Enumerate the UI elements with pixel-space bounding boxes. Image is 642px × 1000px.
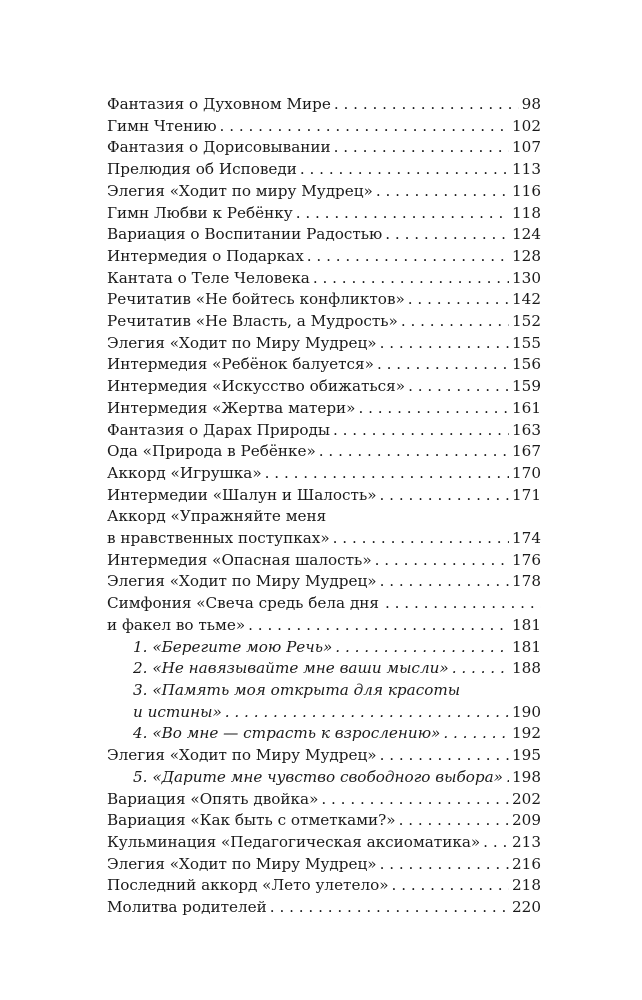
toc-page: 178 xyxy=(512,572,541,591)
toc-title: Интермедии «Шалун и Шалость» xyxy=(107,485,377,504)
toc-entry xyxy=(107,897,541,919)
leader-dots xyxy=(452,658,509,680)
toc-page: 202 xyxy=(512,789,541,808)
leader-dots xyxy=(408,289,509,311)
toc-title-line-1 xyxy=(107,593,541,615)
toc-page: 155 xyxy=(512,333,541,352)
leader-dots xyxy=(376,181,509,203)
toc-title: Кульминация «Педагогическая аксиоматика» xyxy=(107,832,481,851)
toc-page: 198 xyxy=(512,767,541,786)
leader-dots xyxy=(380,745,509,767)
toc-title: 2. «Не навязывайте мне ваши мысли» xyxy=(133,659,449,678)
toc-page: 167 xyxy=(512,442,541,461)
leader-dots xyxy=(334,94,519,116)
toc-title-line-1: Аккорд «Упражняйте меня xyxy=(107,507,327,526)
leader-dots xyxy=(296,203,509,225)
toc-page: 152 xyxy=(512,312,541,331)
toc-title: Элегия «Ходит по миру Мудрец» xyxy=(107,181,373,200)
toc-entry xyxy=(107,116,541,138)
leader-dots xyxy=(225,702,509,724)
toc-page: 128 xyxy=(512,246,541,265)
leader-dots xyxy=(380,333,509,355)
toc-page: 213 xyxy=(512,832,541,851)
toc-title: Гимн Чтению xyxy=(107,116,217,135)
toc-subentry xyxy=(107,702,541,724)
toc-page: 98 xyxy=(521,95,541,113)
toc-page: 142 xyxy=(512,290,541,309)
toc-entry xyxy=(107,745,541,767)
toc-entry xyxy=(107,854,541,876)
toc-page: 107 xyxy=(512,138,541,157)
toc-page: 118 xyxy=(512,203,541,222)
toc-page: 130 xyxy=(512,268,541,287)
toc-page: 218 xyxy=(512,876,541,895)
leader-dots xyxy=(333,420,509,442)
toc-title: Фантазия о Духовном Мире xyxy=(107,95,331,113)
toc-entry xyxy=(107,789,541,811)
toc-title: Речитатив «Не бойтесь конфликтов» xyxy=(107,290,405,309)
toc-title: 4. «Во мне — страсть к взрослению» xyxy=(133,724,441,743)
toc-page: 171 xyxy=(512,485,541,504)
toc-entry xyxy=(107,420,541,442)
toc-page: 159 xyxy=(512,377,541,396)
leader-dots xyxy=(270,897,509,919)
toc-page: 195 xyxy=(512,746,541,765)
leader-dots xyxy=(385,593,541,615)
toc-entry xyxy=(107,550,541,572)
toc-entry xyxy=(107,398,541,420)
toc-title: Фантазия о Дорисовывании xyxy=(107,138,331,157)
leader-dots xyxy=(399,810,509,832)
toc-entry xyxy=(107,832,541,854)
toc-entry xyxy=(107,571,541,593)
leader-dots xyxy=(385,224,509,246)
toc-title: Элегия «Ходит по Миру Мудрец» xyxy=(107,333,377,352)
toc-title: Ода «Природа в Ребёнке» xyxy=(107,442,316,461)
toc-entry xyxy=(107,528,541,550)
leader-dots xyxy=(375,550,509,572)
leader-dots xyxy=(401,311,509,333)
toc-title-line-2: и истины» xyxy=(133,702,222,721)
leader-dots xyxy=(380,854,509,876)
toc-page: 174 xyxy=(512,529,541,548)
toc-page: 102 xyxy=(512,116,541,135)
toc-entry xyxy=(107,485,541,507)
toc-page: 156 xyxy=(512,355,541,374)
toc-title: Молитва родителей xyxy=(107,898,267,917)
toc-page: 116 xyxy=(512,181,541,200)
toc-title: Элегия «Ходит по Миру Мудрец» xyxy=(107,572,377,591)
toc-page: 176 xyxy=(512,550,541,569)
toc-page: 113 xyxy=(512,160,541,179)
toc-page: 170 xyxy=(512,463,541,482)
toc-title: Симфония «Свеча средь бела дня xyxy=(107,594,379,613)
toc-entry xyxy=(107,289,541,311)
toc-title: Фантазия о Дарах Природы xyxy=(107,420,330,439)
toc-subentry xyxy=(107,637,541,659)
table-of-contents xyxy=(107,94,541,919)
toc-title: Элегия «Ходит по Миру Мудрец» xyxy=(107,746,377,765)
leader-dots xyxy=(313,268,509,290)
toc-page: 209 xyxy=(512,811,541,830)
toc-title: Вариация о Воспитании Радостью xyxy=(107,225,383,244)
toc-page: 181 xyxy=(512,637,541,656)
toc-subentry xyxy=(107,723,541,745)
leader-dots xyxy=(443,723,509,745)
toc-entry xyxy=(107,203,541,225)
toc-title: Речитатив «Не Власть, а Мудрость» xyxy=(107,312,398,331)
toc-title: 1. «Берегите мою Речь» xyxy=(133,637,333,656)
leader-dots xyxy=(483,832,509,854)
toc-title: Прелюдия об Исповеди xyxy=(107,160,297,179)
toc-entry xyxy=(107,463,541,485)
toc-title: Элегия «Ходит по Миру Мудрец» xyxy=(107,854,377,873)
leader-dots xyxy=(307,246,509,268)
toc-title: Последний аккорд «Лето улетело» xyxy=(107,876,389,895)
toc-title: Вариация «Опять двойка» xyxy=(107,789,319,808)
toc-entry xyxy=(107,441,541,463)
leader-dots xyxy=(335,637,509,659)
toc-page: 161 xyxy=(512,398,541,417)
leader-dots xyxy=(377,354,509,376)
toc-title: 5. «Дарите мне чувство свободного выбора» xyxy=(133,767,503,786)
leader-dots xyxy=(321,789,509,811)
toc-entry xyxy=(107,224,541,246)
toc-entry xyxy=(107,333,541,355)
leader-dots xyxy=(358,398,509,420)
toc-title-line-2: в нравственных поступках» xyxy=(107,529,330,548)
toc-entry xyxy=(107,311,541,333)
toc-entry xyxy=(107,875,541,897)
toc-title: Интермедия «Искусство обижаться» xyxy=(107,377,406,396)
toc-title-line-2: и факел во тьме» xyxy=(107,615,246,634)
toc-entry xyxy=(107,94,541,116)
toc-page: 220 xyxy=(512,898,541,917)
leader-dots xyxy=(248,615,509,637)
leader-dots xyxy=(333,528,509,550)
toc-title: Интермедия о Подарках xyxy=(107,246,304,265)
leader-dots xyxy=(220,116,509,138)
toc-title: Интермедия «Ребёнок балуется» xyxy=(107,355,374,374)
toc-title-line-1: 3. «Память моя открыта для красоты xyxy=(133,680,461,699)
toc-title: Аккорд «Игрушка» xyxy=(107,463,262,482)
leader-dots xyxy=(334,137,509,159)
toc-title: Вариация «Как быть с отметками?» xyxy=(107,811,396,830)
toc-page: 192 xyxy=(512,724,541,743)
leader-dots xyxy=(265,463,509,485)
toc-page: 190 xyxy=(512,702,541,721)
toc-entry xyxy=(107,137,541,159)
toc-entry xyxy=(107,615,541,637)
toc-entry xyxy=(107,354,541,376)
toc-page: 216 xyxy=(512,854,541,873)
toc-subentry xyxy=(107,658,541,680)
leader-dots xyxy=(380,571,509,593)
toc-entry xyxy=(107,159,541,181)
toc-page: 188 xyxy=(512,659,541,678)
leader-dots xyxy=(319,441,509,463)
toc-page: 181 xyxy=(512,615,541,634)
toc-title: Интермедия «Жертва матери» xyxy=(107,398,356,417)
leader-dots xyxy=(506,767,509,789)
toc-entry xyxy=(107,268,541,290)
toc-entry xyxy=(107,810,541,832)
leader-dots xyxy=(300,159,509,181)
toc-entry xyxy=(107,246,541,268)
leader-dots xyxy=(380,485,509,507)
toc-entry xyxy=(107,181,541,203)
leader-dots xyxy=(392,875,509,897)
toc-page: 163 xyxy=(512,420,541,439)
toc-title: Интермедия «Опасная шалость» xyxy=(107,550,372,569)
toc-page: 124 xyxy=(512,225,541,244)
toc-title: Гимн Любви к Ребёнку xyxy=(107,203,293,222)
toc-subentry xyxy=(107,767,541,789)
leader-dots xyxy=(408,376,509,398)
toc-title: Кантата о Теле Человека xyxy=(107,268,310,287)
toc-entry xyxy=(107,376,541,398)
